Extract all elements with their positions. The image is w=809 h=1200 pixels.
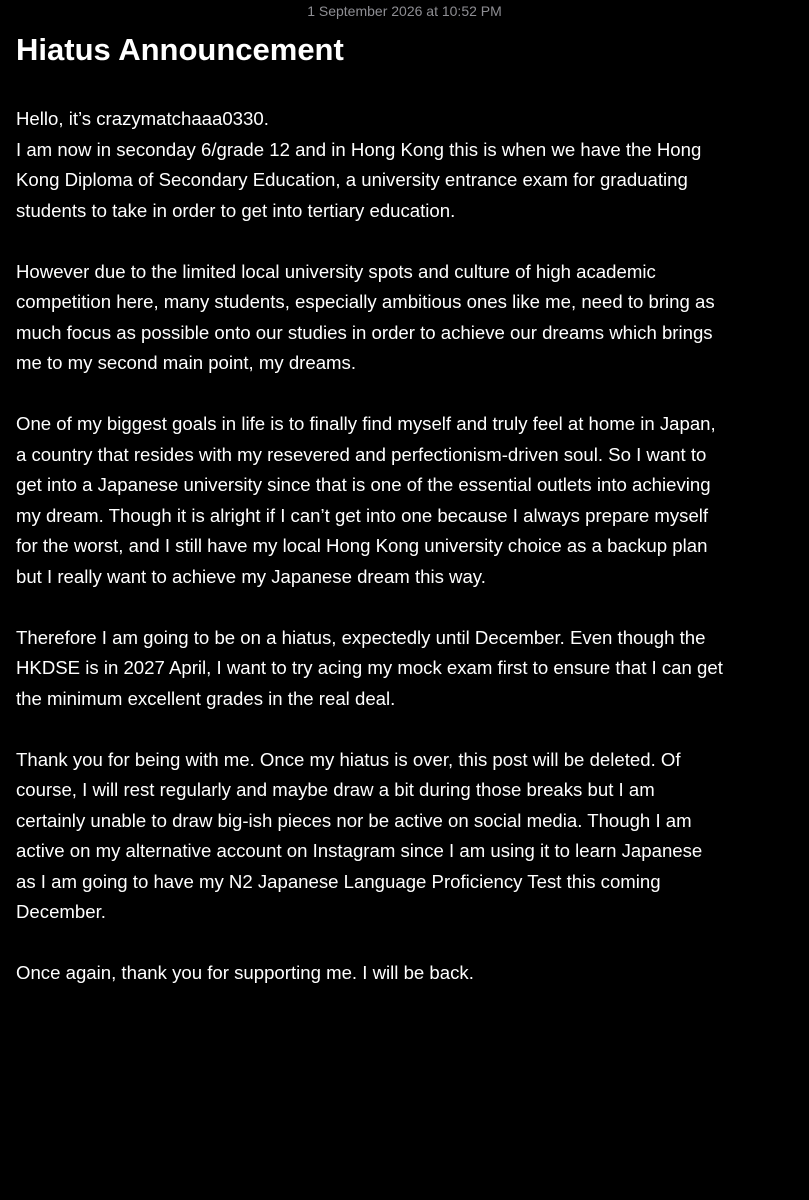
text-line: I am now in seconday 6/grade 12 and in Hong Kong this is when we have the Hong <box>16 138 702 160</box>
text-line: December. <box>16 901 106 922</box>
text-line: but I really want to achieve my Japanese dream this way. <box>16 565 486 587</box>
text-line: for the worst, and I still have my local Hong Kong university choice as a backup plan <box>16 535 708 556</box>
text-line: competition here, many students, especially ambitious ones like me, need to bring as <box>16 291 715 312</box>
text-line: as I am going to have my N2 Japanese Language Proficiency Test this coming <box>16 870 661 892</box>
text-line: students to take in order to get into tertiary education. <box>16 199 456 221</box>
note-body[interactable] <box>16 104 800 989</box>
text-line: much focus as possible onto our studies in order to achieve our dreams which brings <box>16 321 713 343</box>
text-line: get into a Japanese university since that is one of the essential outlets into achieving <box>16 474 711 495</box>
note-timestamp: 1 September 2026 at 10:52 PM <box>307 3 502 19</box>
note-title[interactable]: Hiatus Announcement <box>16 32 344 67</box>
text-line: course, I will rest regularly and maybe draw a bit during those breaks but I am <box>16 779 655 800</box>
text-line: Therefore I am going to be on a hiatus, expectedly until December. Even though the <box>16 626 706 648</box>
note-paragraph <box>16 745 800 928</box>
text-line: However due to the limited local university spots and culture of high academic <box>16 260 656 282</box>
note-paragraph <box>16 409 800 592</box>
text-line: Once again, thank you for supporting me. I will be back. <box>16 962 474 983</box>
note-paragraph <box>16 257 800 379</box>
text-line: a country that resides with my resevered and perfectionism-driven soul. So I want to <box>16 443 707 465</box>
text-line: Kong Diploma of Secondary Education, a university entrance exam for graduating <box>16 169 688 190</box>
text-line: the minimum excellent grades in the real deal. <box>16 687 396 709</box>
note-paragraph <box>16 623 800 715</box>
text-line: active on my alternative account on Instagram since I am using it to learn Japanese <box>16 840 703 861</box>
text-line: Hello, it’s crazymatchaaa0330. <box>16 108 269 129</box>
text-line: Thank you for being with me. Once my hiatus is over, this post will be deleted. Of <box>16 748 681 770</box>
note-content[interactable] <box>16 30 800 1019</box>
text-line: my dream. Though it is alright if I can’t get into one because I always prepare myself <box>16 504 709 526</box>
note-paragraph <box>16 104 800 226</box>
text-line: certainly unable to draw big-ish pieces nor be active on social media. Though I am <box>16 809 692 831</box>
text-line: HKDSE is in 2027 April, I want to try acing my mock exam first to ensure that I can get <box>16 657 723 678</box>
text-line: me to my second main point, my dreams. <box>16 352 356 373</box>
text-line: One of my biggest goals in life is to finally find myself and truly feel at home in Japan, <box>16 413 716 434</box>
note-paragraph <box>16 958 800 989</box>
